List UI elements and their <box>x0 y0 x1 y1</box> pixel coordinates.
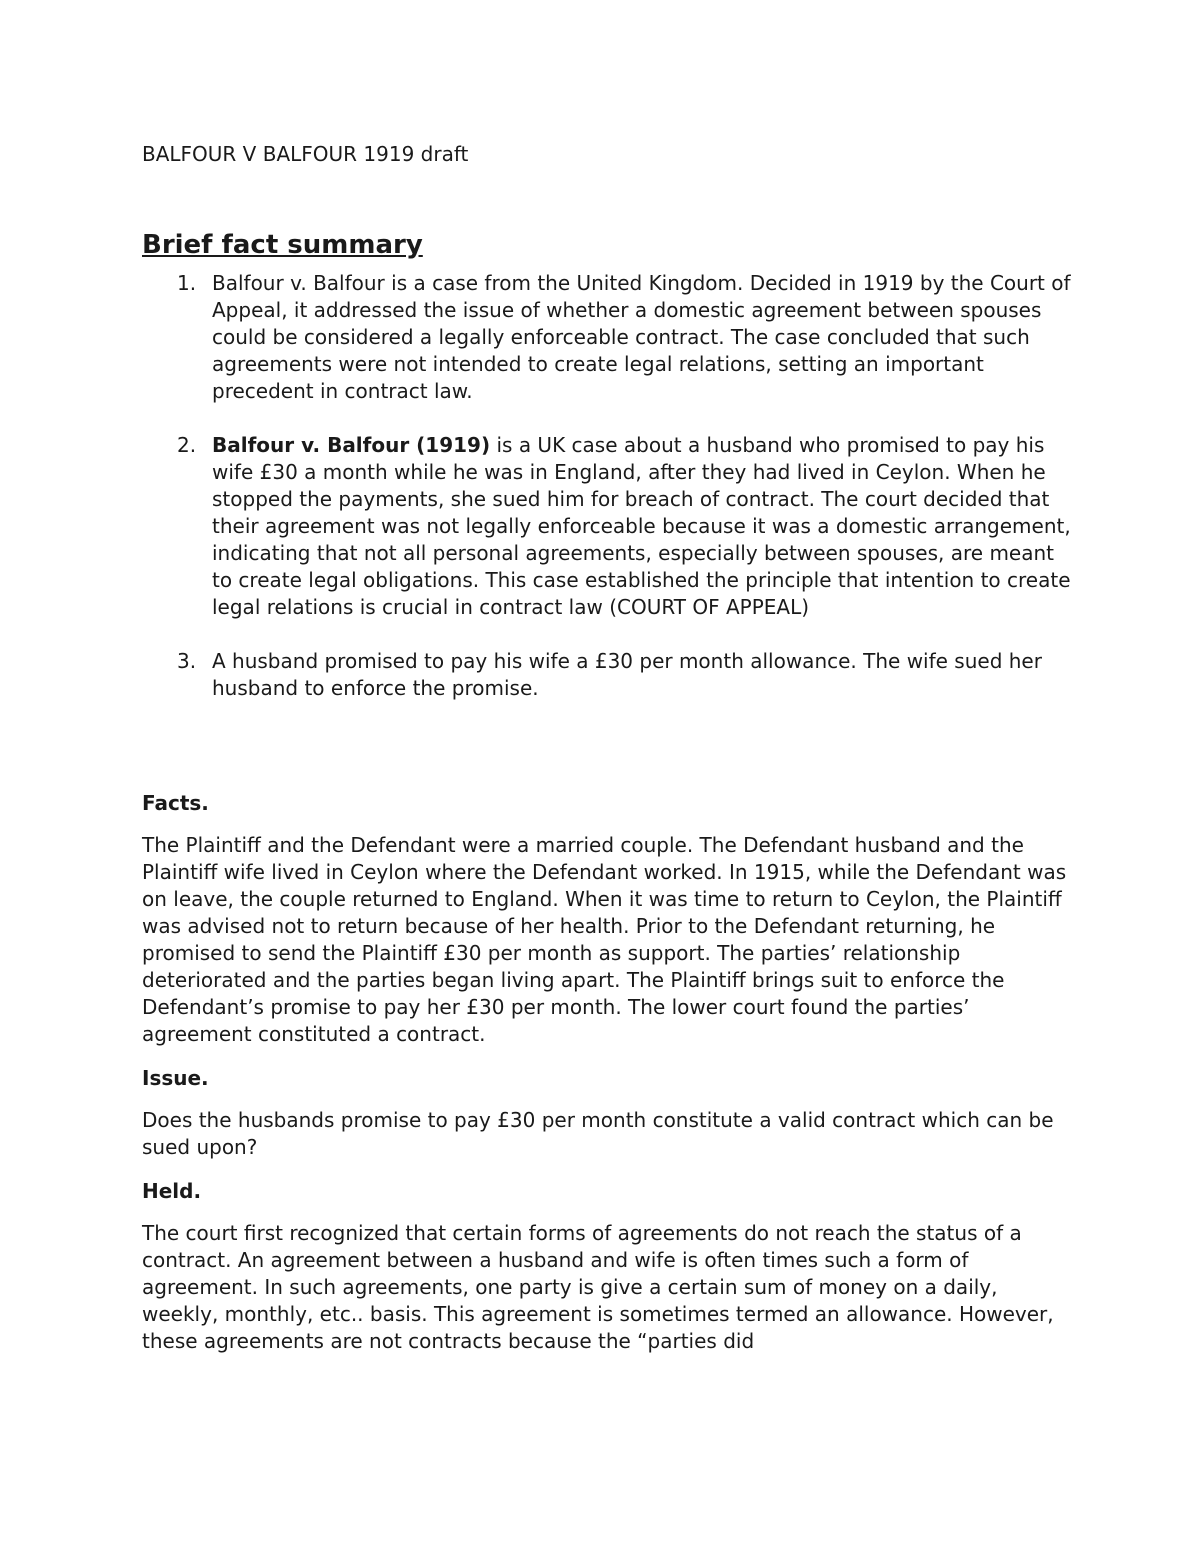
list-item <box>142 270 1072 405</box>
list-item-text: A husband promised to pay his wife a £30 per month allowance. The wife sued her husband to enforce the promise. <box>212 649 1042 700</box>
list-item-number: 2. <box>177 433 197 457</box>
summary-list <box>142 270 1072 702</box>
list-item-number: 3. <box>177 649 197 673</box>
held-heading: Held. <box>142 1179 202 1203</box>
issue-paragraph: Does the husbands promise to pay £30 per month constitute a valid contract which can be sued upon? <box>142 1108 1054 1159</box>
document-page <box>142 140 1072 1371</box>
list-item-text: is a UK case about a husband who promised to pay his wife £30 a month while he was in England, after they had lived in Ceylon. When he stopped the payments, she sued him for breach of contract. The court decided that their agreement was not legally enforceable because it was a domestic arrangement, indicating that not all personal agreements, especially between spouses, are meant to create legal obligations. This case established the principle that intention to create legal relations is crucial in contract law (COURT OF APPEAL) <box>212 433 1071 619</box>
list-item <box>142 648 1072 702</box>
list-item <box>142 432 1072 621</box>
issue-heading: Issue. <box>142 1066 209 1090</box>
list-item-number: 1. <box>177 271 197 295</box>
document-title: BALFOUR V BALFOUR 1919 draft <box>142 142 469 166</box>
held-paragraph: The court first recognized that certain forms of agreements do not reach the status of a contract. An agreement between a husband and wife is often times such a form of agreement. In such agreements, one party is give a certain sum of money on a daily, weekly, monthly, etc.. basis. This agreement is sometimes termed an allowance. However, these agreements are not contracts because the “parties did <box>142 1221 1054 1353</box>
summary-heading: Brief fact summary <box>142 230 423 260</box>
list-item-bold-lead: Balfour v. Balfour (1919) <box>212 433 491 457</box>
spacer <box>142 729 1072 789</box>
facts-heading: Facts. <box>142 791 209 815</box>
list-item-text: Balfour v. Balfour is a case from the United Kingdom. Decided in 1919 by the Court of Appeal, it addressed the issue of whether a domestic agreement between spouses could be considered a legally enforceable contract. The case concluded that such agreements were not intended to create legal relations, setting an important precedent in contract law. <box>212 271 1071 403</box>
facts-paragraph: The Plaintiff and the Defendant were a married couple. The Defendant husband and the Plaintiff wife lived in Ceylon where the Defendant worked. In 1915, while the Defendant was on leave, the couple returned to England. When it was time to return to Ceylon, the Plaintiff was advised not to return because of her health. Prior to the Defendant returning, he promised to send the Plaintiff £30 per month as support. The parties’ relationship deteriorated and the parties began living apart. The Plaintiff brings suit to enforce the Defendant’s promise to pay her £30 per month. The lower court found the parties’ agreement constituted a contract. <box>142 833 1067 1046</box>
